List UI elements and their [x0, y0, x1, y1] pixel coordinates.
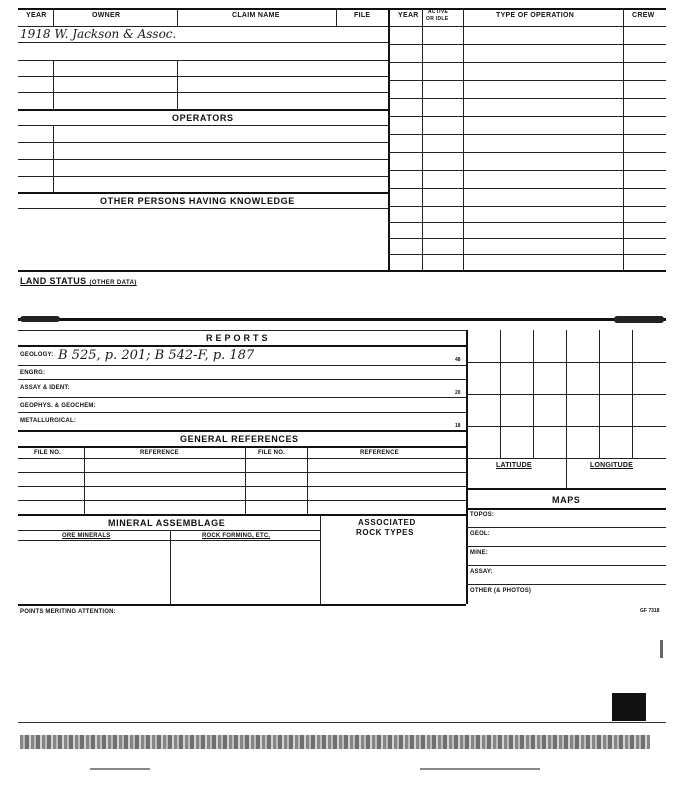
col-divider	[336, 8, 337, 26]
longitude-label: LONGITUDE	[590, 462, 634, 469]
scan-noise	[420, 768, 540, 770]
row-line	[388, 206, 666, 207]
row-line	[18, 472, 466, 473]
row-line	[388, 170, 666, 171]
row-line	[18, 345, 466, 347]
col-divider	[307, 446, 308, 514]
header-owner: OWNER	[92, 12, 121, 19]
col-divider	[53, 8, 54, 26]
col-divider	[463, 8, 464, 270]
row-line	[18, 192, 388, 194]
center-divider	[388, 8, 390, 270]
scan-noise	[90, 768, 150, 770]
rock-types-label: ROCK TYPES	[356, 528, 415, 537]
row-line	[466, 546, 666, 547]
maps-topos: TOPOS:	[470, 512, 495, 518]
row-line	[388, 152, 666, 153]
associated-label: ASSOCIATED	[358, 518, 416, 527]
operators-title: OPERATORS	[172, 113, 234, 123]
header-year: YEAR	[26, 12, 47, 19]
row-line	[18, 365, 466, 366]
rock-forming-label: ROCK FORMING, ETC.	[202, 533, 271, 539]
row-line	[466, 584, 666, 585]
row-line	[388, 222, 666, 223]
col-divider	[320, 514, 321, 604]
maps-geol: GEOL:	[470, 531, 490, 537]
row-line	[18, 412, 466, 413]
other-persons-title: OTHER PERSONS HAVING KNOWLEDGE	[100, 196, 295, 206]
row-line	[18, 330, 466, 331]
bottom-border	[18, 270, 666, 272]
header-type-of-operation: TYPE OF OPERATION	[496, 12, 575, 19]
row-line	[18, 42, 388, 43]
scan-artifact	[612, 693, 646, 721]
report-code: 20	[455, 390, 461, 396]
report-code: 48	[455, 357, 461, 363]
row-line	[18, 397, 466, 398]
grid-line	[466, 426, 666, 427]
row-line	[388, 80, 666, 81]
header-active: ACTIVE	[428, 9, 449, 15]
maps-mine: MINE:	[470, 550, 488, 556]
grid-line	[566, 330, 567, 488]
grid-line	[466, 362, 666, 363]
row-line	[18, 530, 320, 531]
report-label-engrg: ENGRG:	[20, 370, 46, 376]
row-line	[466, 565, 666, 566]
col-divider	[177, 60, 178, 109]
ref-header-reference: REFERENCE	[140, 450, 179, 456]
row-line	[388, 188, 666, 189]
row-line	[388, 62, 666, 63]
col-divider	[466, 330, 468, 604]
scan-line	[18, 722, 666, 723]
reports-title: REPORTS	[206, 333, 271, 343]
geology-entry: B 525, p. 201; B 542-F, p. 187	[58, 348, 255, 363]
general-references-title: GENERAL REFERENCES	[180, 434, 299, 444]
maps-title: MAPS	[552, 495, 581, 505]
ref-header-reference-2: REFERENCE	[360, 450, 399, 456]
ink-smudge	[614, 316, 664, 323]
row-line	[18, 500, 466, 501]
row-line	[18, 176, 388, 177]
row-line	[18, 514, 466, 516]
row-line	[18, 109, 388, 111]
row-line	[388, 134, 666, 135]
row-line	[18, 540, 320, 541]
report-label-geology: GEOLOGY:	[20, 352, 54, 358]
scan-noise	[20, 735, 650, 749]
header-year-2: YEAR	[398, 12, 419, 19]
row-line	[18, 125, 388, 126]
grid-line	[466, 394, 666, 395]
maps-assay: ASSAY:	[470, 569, 493, 575]
grid-line	[466, 488, 666, 490]
col-divider	[84, 446, 85, 514]
header-file: FILE	[354, 12, 371, 19]
land-status-subtitle: (OTHER DATA)	[89, 280, 137, 286]
ink-smudge	[20, 316, 60, 322]
col-divider	[53, 60, 54, 109]
row-line	[18, 446, 466, 448]
header-claim-name: CLAIM NAME	[232, 12, 280, 19]
col-divider	[623, 8, 624, 270]
col-divider	[422, 8, 423, 270]
row-line	[466, 508, 666, 510]
top-border	[18, 8, 666, 10]
owner-entry: 1918 W. Jackson & Assoc.	[20, 27, 177, 41]
points-meriting-attention-label: POINTS MERITING ATTENTION:	[20, 609, 116, 615]
row-line	[18, 430, 466, 432]
row-line	[18, 92, 388, 93]
form-number: GF 7318	[640, 608, 660, 614]
report-label-geophys: GEOPHYS. & GEOCHEM:	[20, 403, 96, 409]
col-divider	[177, 8, 178, 26]
latitude-label: LATITUDE	[496, 462, 532, 469]
row-line	[18, 604, 466, 606]
ore-minerals-label: ORE MINERALS	[62, 533, 111, 539]
land-status-label: LAND STATUS	[20, 276, 87, 286]
header-crew: CREW	[632, 12, 655, 19]
col-divider	[53, 125, 54, 192]
row-line	[388, 44, 666, 45]
row-line	[18, 458, 466, 459]
row-line	[18, 76, 388, 77]
ref-header-file-no-2: FILE NO.	[258, 450, 285, 456]
row-line	[18, 159, 388, 160]
report-label-metallurgical: METALLURGICAL:	[20, 418, 77, 424]
section-separator	[18, 318, 666, 321]
mineral-assemblage-title: MINERAL ASSEMBLAGE	[108, 518, 226, 528]
row-line	[18, 60, 388, 61]
header-or-idle: OR IDLE	[426, 16, 449, 22]
report-code: 18	[455, 423, 461, 429]
row-line	[18, 379, 466, 380]
row-line	[466, 527, 666, 528]
row-line	[18, 486, 466, 487]
ref-header-file-no: FILE NO.	[34, 450, 61, 456]
grid-line	[466, 458, 666, 459]
maps-other: OTHER (& PHOTOS)	[470, 588, 532, 594]
row-line	[388, 238, 666, 239]
row-line	[18, 142, 388, 143]
row-line	[18, 208, 388, 209]
report-label-assay: ASSAY & IDENT:	[20, 385, 70, 391]
col-divider	[245, 446, 246, 514]
row-line	[388, 254, 666, 255]
row-line	[388, 116, 666, 117]
row-line	[388, 98, 666, 99]
col-divider	[170, 530, 171, 604]
scan-noise	[660, 640, 663, 658]
land-status-title	[20, 276, 137, 286]
